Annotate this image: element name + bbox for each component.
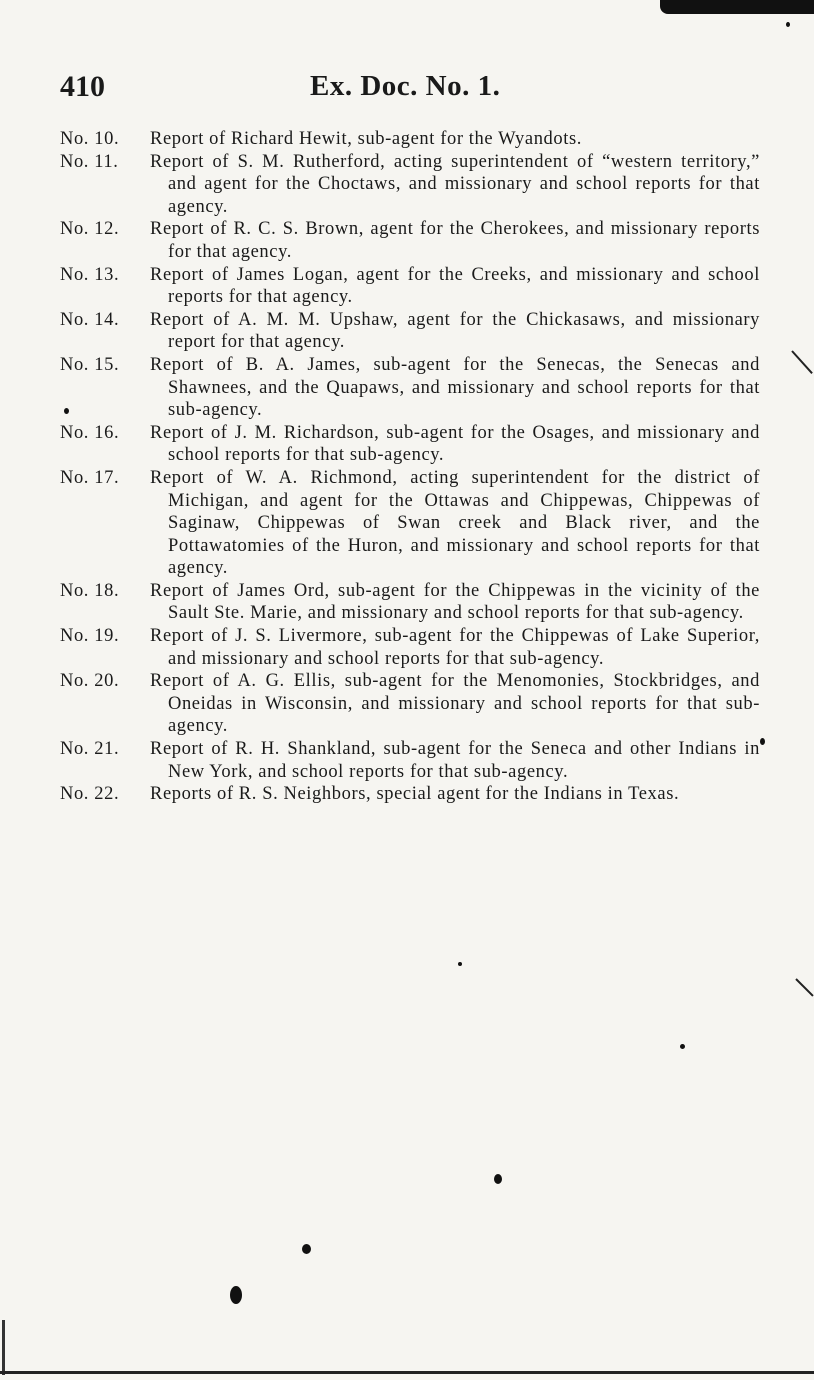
report-entry	[60, 738, 760, 783]
entry-number: No. 10.	[60, 129, 120, 149]
report-entry	[60, 218, 760, 263]
entry-number: No. 22.	[60, 784, 120, 805]
entry-text: Report of A. G. Ellis, sub-agent for the Menomonies, Stockbridges, and Oneidas in Wisconsin, and missionary and school reports for that sub-agency.	[150, 671, 760, 737]
report-entry	[60, 354, 760, 422]
entry-number: No. 16.	[60, 422, 120, 443]
entry-number: No. 21.	[60, 739, 120, 760]
entry-text: Report of S. M. Rutherford, acting superintendent of “western territory,” and agent for the Choctaws, and missionary and school reports for that agency.	[150, 151, 760, 217]
entry-number: No. 17.	[60, 467, 120, 488]
scan-scratch	[795, 978, 813, 996]
entry-text: Report of James Logan, agent for the Creeks, and missionary and school reports for that agency.	[150, 264, 760, 308]
entry-text: Report of James Ord, sub-agent for the Chippewas in the vicinity of the Sault Ste. Marie, and missionary and school reports for that sub-agency.	[150, 580, 760, 624]
scan-scratch	[791, 350, 813, 374]
report-entry	[60, 422, 760, 467]
entry-number: No. 19.	[60, 626, 120, 647]
entry-number: No. 20.	[60, 671, 120, 692]
report-entry	[60, 467, 760, 580]
scan-edge-left	[2, 1320, 5, 1375]
ink-speck	[302, 1244, 311, 1254]
ink-speck	[458, 962, 462, 966]
entry-number: No. 11.	[60, 151, 119, 172]
entry-text: Report of J. S. Livermore, sub-agent for the Chippewas of Lake Superior, and missionary and school reports for that sub-agency.	[150, 626, 760, 669]
report-entry	[60, 783, 760, 806]
entry-text: Report of B. A. James, sub-agent for the Senecas, the Senecas and Shawnees, and the Quapaws, and missionary and school reports for that sub-agency.	[150, 354, 760, 421]
ink-speck	[680, 1044, 685, 1049]
entry-text: Report of A. M. M. Upshaw, agent for the Chickasaws, and missionary report for that agency.	[150, 309, 760, 353]
entry-number: No. 14.	[60, 309, 120, 330]
entry-text: Report of W. A. Richmond, acting superintendent for the district of Michigan, and agent for the Ottawas and Chippewas, Chippewas of Saginaw, Chippewas of Swan creek and Black river, and the Pottawatomies of the Huron, and missionary and school reports for that agency.	[150, 467, 760, 579]
page-number: 410	[60, 70, 105, 103]
entry-number: No. 18.	[60, 580, 120, 601]
report-entry	[60, 580, 760, 625]
report-list	[60, 128, 760, 806]
report-entry	[60, 670, 760, 738]
report-entry	[60, 128, 760, 151]
entry-text: Report of Richard Hewit, sub-agent for the Wyandots.	[150, 129, 583, 149]
entry-number: No. 13.	[60, 264, 120, 285]
entry-number: No. 15.	[60, 354, 120, 375]
scan-edge-bottom	[0, 1371, 814, 1374]
ink-speck	[230, 1286, 242, 1304]
page-header	[60, 70, 760, 114]
entry-number: No. 12.	[60, 219, 120, 240]
entry-text: Report of R. C. S. Brown, agent for the Cherokees, and missionary reports for that agency.	[150, 219, 760, 262]
report-entry	[60, 625, 760, 670]
report-entry	[60, 264, 760, 309]
entry-text: Report of J. M. Richardson, sub-agent for the Osages, and missionary and school reports for that sub-agency.	[150, 422, 760, 466]
ink-speck	[786, 22, 790, 27]
report-entry	[60, 151, 760, 219]
ink-speck	[760, 738, 765, 745]
scan-edge-top	[660, 0, 814, 14]
ink-speck	[494, 1174, 502, 1184]
report-entry	[60, 309, 760, 354]
entry-text: Reports of R. S. Neighbors, special agent for the Indians in Texas.	[150, 784, 680, 805]
entry-text: Report of R. H. Shankland, sub-agent for the Seneca and other Indians in New York, and school reports for that sub-agency.	[150, 739, 760, 782]
ink-speck	[64, 408, 69, 414]
document-title: Ex. Doc. No. 1.	[310, 70, 501, 102]
